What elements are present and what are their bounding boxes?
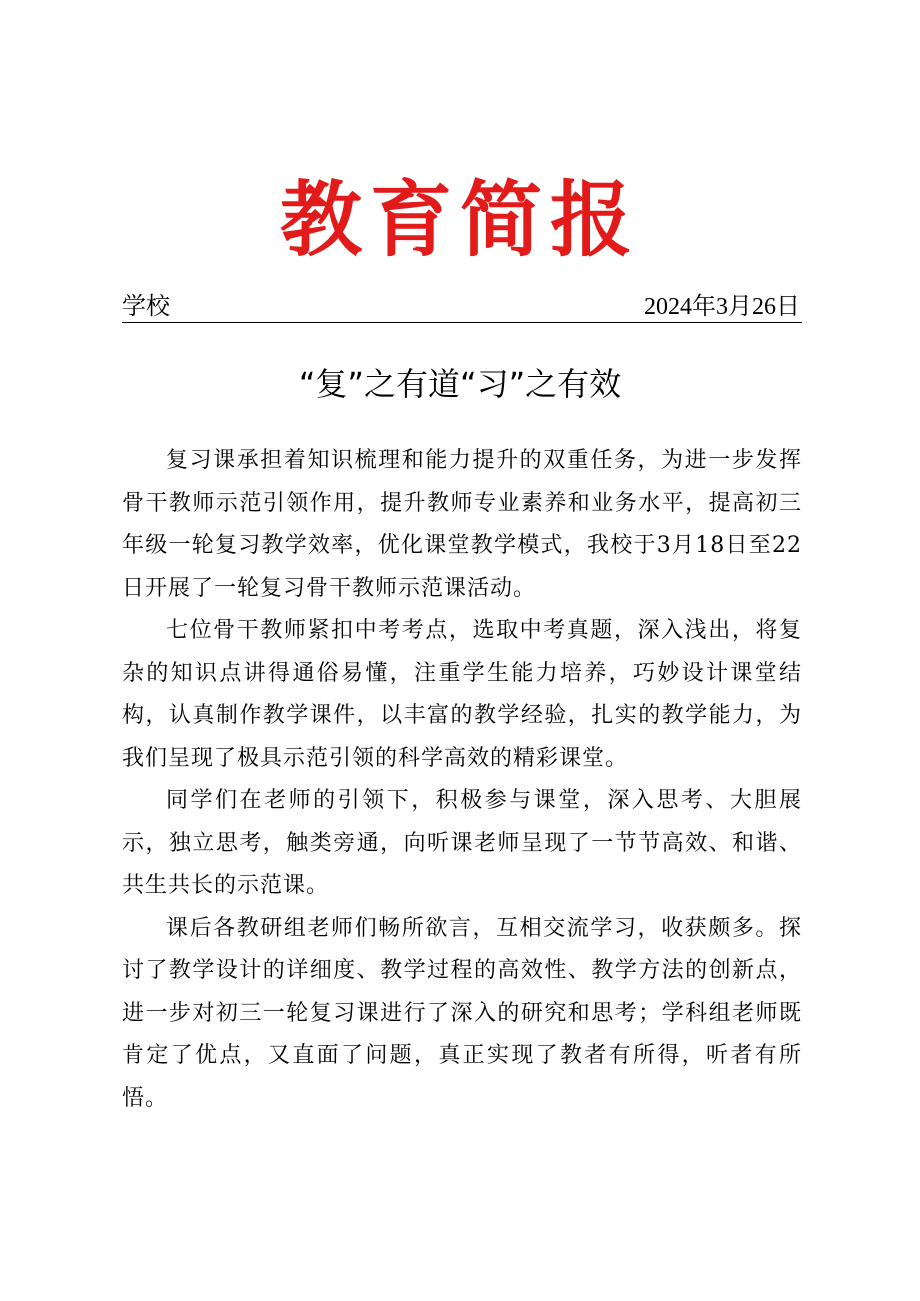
paragraph: 课后各教研组老师们畅所欲言，互相交流学习，收获颇多。探讨了教学设计的详细度、教学过程的高效性、教学方法的创新点，进一步对初三一轮复习课进行了深入的研究和思考；学科组老师既肯定了优点，又直面了问题，真正实现了教者有所得，听者有所悟。 xyxy=(122,915,802,1111)
paragraph: 同学们在老师的引领下，积极参与课堂，深入思考、大胆展示，独立思考，触类旁通，向听课老师呈现了一节节高效、和谐、共生共长的示范课。 xyxy=(122,788,802,898)
header-info-line xyxy=(122,292,802,323)
paragraph: 复习课承担着知识梳理和能力提升的双重任务，为进一步发挥骨干教师示范引领作用，提升教师专业素养和业务水平，提高初三年级一轮复习教学效率，优化课堂教学模式，我校于3月18日至22日开展了一轮复习骨干教师示范课活动。 xyxy=(122,448,802,601)
article-title: “复”之有道“习”之有效 xyxy=(298,365,622,403)
issue-date: 2024年3月26日 xyxy=(644,294,800,320)
school-label: 学校 xyxy=(122,294,170,320)
paragraph: 七位骨干教师紧扣中考考点，选取中考真题，深入浅出，将复杂的知识点讲得通俗易懂，注重学生能力培养，巧妙设计课堂结构，认真制作教学课件，以丰富的教学经验，扎实的教学能力，为我们呈现了极具示范引领的科学高效的精彩课堂。 xyxy=(122,618,802,771)
masthead-title: 教育简报 xyxy=(279,172,640,268)
article-body xyxy=(122,440,802,1120)
